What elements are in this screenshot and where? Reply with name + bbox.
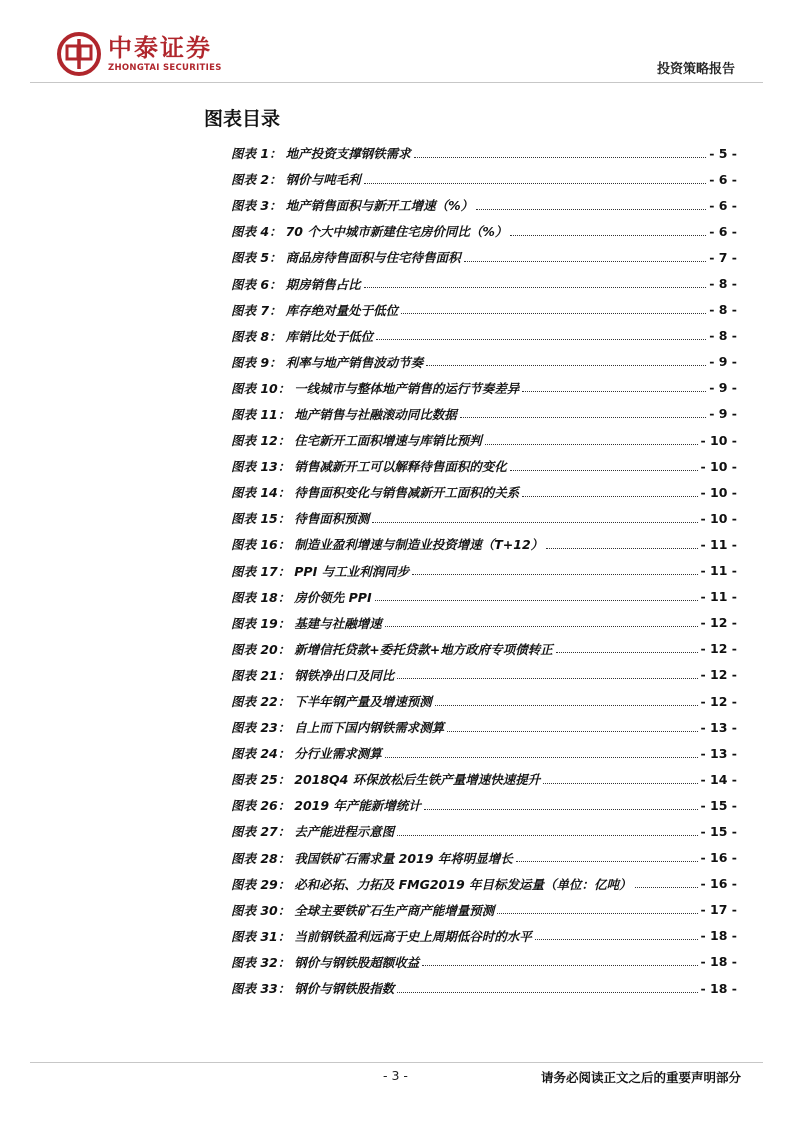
toc-entry-title: 制造业盈利增速与制造业投资增速（T+12）	[294, 537, 544, 553]
toc-entry[interactable]	[231, 766, 737, 792]
toc-entry[interactable]	[231, 558, 737, 584]
toc-entry-page: - 8 -	[709, 328, 737, 344]
toc-entry-leader-dots	[414, 157, 707, 158]
toc-entry-label: 图表 15	[231, 511, 278, 527]
toc-entry-heading	[231, 509, 369, 527]
toc-entry-title: 房价领先 PPI	[294, 589, 372, 605]
toc-entry-leader-dots	[435, 705, 698, 706]
toc-entry-label: 图表 20	[231, 641, 278, 657]
toc-entry-heading	[231, 692, 432, 710]
toc-entry-colon: ：	[277, 876, 291, 892]
toc-entry-leader-dots	[522, 496, 697, 497]
toc-entry-label: 图表 21	[231, 667, 278, 683]
header-divider	[30, 82, 763, 83]
toc-entry-page: - 15 -	[700, 797, 737, 813]
toc-entry-page: - 18 -	[700, 954, 737, 970]
toc-entry-leader-dots	[522, 391, 706, 392]
toc-entry-page: - 13 -	[700, 745, 737, 761]
toc-entry-colon: ：	[277, 928, 291, 944]
toc-entry-title: 全球主要铁矿石生产商产能增量预测	[294, 902, 495, 918]
toc-entry-leader-dots	[635, 887, 698, 888]
toc-entry-heading	[231, 953, 419, 971]
toc-entry-title: 商品房待售面积与住宅待售面积	[285, 250, 461, 266]
toc-entry-label: 图表 12	[231, 433, 278, 449]
toc-entry-heading	[231, 170, 361, 188]
toc-entry[interactable]	[231, 740, 737, 766]
toc-entry-leader-dots	[364, 183, 707, 184]
toc-entry-leader-dots	[375, 600, 698, 601]
toc-entry[interactable]	[231, 375, 737, 401]
toc-entry-heading	[231, 144, 411, 162]
toc-entry-label: 图表 31	[231, 928, 278, 944]
toc-entry-heading	[231, 379, 519, 397]
toc-entry-colon: ：	[269, 250, 282, 266]
toc-entry-leader-dots	[556, 652, 698, 653]
toc-entry[interactable]	[231, 871, 737, 897]
toc-entry[interactable]	[231, 792, 737, 818]
toc-entry-page: - 6 -	[709, 171, 737, 187]
report-type: 投资策略报告	[656, 62, 735, 77]
toc-entry-heading	[231, 744, 382, 762]
toc-entry[interactable]	[231, 923, 737, 949]
toc-entry-heading	[231, 562, 409, 580]
toc-entry-leader-dots	[485, 444, 698, 445]
toc-entry-leader-dots	[401, 313, 706, 314]
toc-entry-page: - 6 -	[709, 223, 737, 239]
toc-entry-heading	[231, 822, 394, 840]
toc-entry-leader-dots	[422, 965, 697, 966]
toc-entry-colon: ：	[277, 746, 291, 762]
toc-entry[interactable]	[231, 479, 737, 505]
toc-entry-colon: ：	[277, 667, 291, 683]
toc-entry-colon: ：	[277, 824, 291, 840]
toc-entry-page: - 13 -	[700, 719, 737, 735]
toc-entry[interactable]	[231, 818, 737, 844]
toc-entry-heading	[231, 301, 398, 319]
toc-entry-colon: ：	[277, 459, 291, 475]
toc-entry-heading	[231, 431, 482, 449]
toc-entry-title: 钢价与钢铁股超额收益	[294, 954, 420, 970]
toc-entry-colon: ：	[277, 694, 291, 710]
toc-entry-label: 图表 1	[231, 146, 270, 162]
toc-entry-leader-dots	[424, 809, 698, 810]
toc-entry-colon: ：	[277, 720, 291, 736]
toc-entry-leader-dots	[364, 287, 707, 288]
toc-entry-colon: ：	[277, 380, 291, 396]
footer-divider	[30, 1062, 763, 1063]
toc-entry[interactable]	[231, 270, 737, 296]
toc-entry-heading	[231, 275, 361, 293]
toc-entry-colon: ：	[277, 485, 291, 501]
toc-entry-colon: ：	[277, 433, 291, 449]
toc-entry-page: - 10 -	[700, 510, 737, 526]
toc-entry-title: 一线城市与整体地产销售的运行节奏差异	[294, 380, 520, 396]
toc-entry-leader-dots	[397, 992, 697, 993]
toc-entry-label: 图表 10	[231, 380, 278, 396]
toc-entry-page: - 9 -	[709, 354, 737, 370]
toc-entry-title: 钢铁净出口及同比	[294, 667, 395, 683]
toc-entry[interactable]	[231, 584, 737, 610]
toc-entry[interactable]	[231, 297, 737, 323]
toc-entry-colon: ：	[269, 198, 282, 214]
toc-entry-colon: ：	[269, 276, 282, 292]
toc-entry-title: 新增信托贷款+委托贷款+地方政府专项债转正	[294, 641, 553, 657]
toc-entry-title: 期房销售占比	[285, 276, 361, 292]
toc-entry-page: - 14 -	[700, 771, 737, 787]
toc-entry-page: - 18 -	[700, 928, 737, 944]
toc-entry-heading	[231, 979, 394, 997]
logo-english-name: ZHONGTAI SECURITIES	[108, 63, 222, 73]
toc-entry-page: - 16 -	[700, 850, 737, 866]
toc-entry-heading	[231, 222, 507, 240]
toc-entry-label: 图表 2	[231, 172, 270, 188]
toc-entry-title: 地产投资支撑钢铁需求	[285, 146, 411, 162]
toc-entry-leader-dots	[464, 261, 707, 262]
disclaimer: 请务必阅读正文之后的重要声明部分	[540, 1070, 741, 1085]
toc-entry-title: 70 个大中城市新建住宅房价同比（%）	[285, 224, 508, 240]
toc-entry-heading	[231, 640, 553, 658]
toc-entry-heading	[231, 666, 394, 684]
toc-entry-colon: ：	[277, 850, 291, 866]
toc-entry-page: - 9 -	[709, 406, 737, 422]
toc-entry-title: 必和必拓、力拓及 FMG2019 年目标发运量（单位：亿吨）	[294, 876, 632, 892]
toc-entry-title: 基建与社融增速	[294, 615, 382, 631]
toc-entry-title: 待售面积变化与销售减新开工面积的关系	[294, 485, 520, 501]
toc-entry-title: 分行业需求测算	[294, 746, 382, 762]
toc-entry-heading	[231, 770, 540, 788]
toc-entry-leader-dots	[385, 757, 698, 758]
toc-entry-title: 去产能进程示意图	[294, 824, 395, 840]
toc-entry-leader-dots	[426, 365, 706, 366]
toc-entry[interactable]	[231, 323, 737, 349]
page-number: - 3 -	[383, 1068, 408, 1083]
toc-entry-colon: ：	[269, 328, 282, 344]
toc-entry-page: - 10 -	[700, 432, 737, 448]
toc-entry-label: 图表 6	[231, 276, 270, 292]
toc-entry-title: 2019 年产能新增统计	[294, 798, 421, 814]
toc-entry-title: PPI 与工业利润同步	[294, 563, 410, 579]
toc-entry-label: 图表 5	[231, 250, 270, 266]
toc-entry-title: 当前钢铁盈利远高于史上周期低谷时的水平	[294, 928, 532, 944]
toc-entry-label: 图表 17	[231, 563, 278, 579]
toc-entry[interactable]	[231, 140, 737, 166]
toc-entry-title: 待售面积预测	[294, 511, 370, 527]
company-logo	[56, 30, 222, 78]
toc-entry[interactable]	[231, 531, 737, 557]
toc-entry-page: - 5 -	[709, 145, 737, 161]
toc-entry-leader-dots	[385, 626, 698, 627]
toc-entry-leader-dots	[543, 783, 697, 784]
toc-entry-page: - 18 -	[700, 980, 737, 996]
toc-entry-page: - 11 -	[700, 563, 737, 579]
figure-toc-list	[231, 140, 737, 1001]
toc-entry-title: 地产销售与社融滚动同比数据	[294, 406, 457, 422]
toc-entry-label: 图表 19	[231, 615, 278, 631]
toc-entry-label: 图表 9	[231, 354, 270, 370]
toc-entry-colon: ：	[277, 537, 291, 553]
toc-entry-title: 2018Q4 环保放松后生铁产量增速快速提升	[294, 772, 541, 788]
toc-entry-colon: ：	[269, 224, 282, 240]
toc-entry-colon: ：	[277, 563, 291, 579]
toc-entry-leader-dots	[510, 470, 698, 471]
toc-entry-page: - 12 -	[700, 693, 737, 709]
toc-entry-colon: ：	[277, 589, 291, 605]
toc-entry-title: 地产销售面积与新开工增速（%）	[285, 198, 474, 214]
toc-entry-colon: ：	[269, 302, 282, 318]
toc-entry-label: 图表 26	[231, 798, 278, 814]
toc-entry-colon: ：	[277, 772, 291, 788]
toc-entry-label: 图表 22	[231, 694, 278, 710]
toc-entry-colon: ：	[277, 954, 291, 970]
toc-entry[interactable]	[231, 610, 737, 636]
toc-entry-page: - 12 -	[700, 641, 737, 657]
toc-entry-title: 销售减新开工可以解释待售面积的变化	[294, 459, 507, 475]
toc-entry-label: 图表 18	[231, 589, 278, 605]
toc-entry[interactable]	[231, 427, 737, 453]
toc-entry-label: 图表 7	[231, 302, 270, 318]
toc-entry-heading	[231, 901, 494, 919]
toc-entry-label: 图表 16	[231, 537, 278, 553]
toc-entry-label: 图表 3	[231, 198, 270, 214]
toc-entry[interactable]	[231, 349, 737, 375]
toc-entry-heading	[231, 927, 532, 945]
toc-entry-label: 图表 27	[231, 824, 278, 840]
toc-entry-colon: ：	[277, 981, 291, 997]
toc-entry[interactable]	[231, 714, 737, 740]
toc-entry-leader-dots	[372, 522, 697, 523]
toc-entry-page: - 11 -	[700, 589, 737, 605]
toc-entry[interactable]	[231, 688, 737, 714]
toc-entry-colon: ：	[277, 641, 291, 657]
toc-entry-heading	[231, 353, 423, 371]
toc-entry-title: 库销比处于低位	[285, 328, 374, 344]
toc-entry[interactable]	[231, 975, 737, 1001]
toc-entry-label: 图表 32	[231, 954, 278, 970]
toc-entry-heading	[231, 796, 421, 814]
toc-entry[interactable]	[231, 244, 737, 270]
toc-entry-page: - 10 -	[700, 484, 737, 500]
toc-entry-heading	[231, 614, 382, 632]
logo-emblem-icon	[56, 31, 102, 77]
toc-entry-leader-dots	[460, 417, 706, 418]
toc-entry-page: - 10 -	[700, 458, 737, 474]
toc-entry-page: - 11 -	[700, 536, 737, 552]
toc-entry-leader-dots	[447, 731, 697, 732]
toc-entry-title: 自上而下国内钢铁需求测算	[294, 720, 445, 736]
toc-entry-leader-dots	[546, 548, 697, 549]
toc-entry-heading	[231, 875, 632, 893]
toc-entry-label: 图表 33	[231, 981, 278, 997]
toc-entry[interactable]	[231, 505, 737, 531]
toc-entry-heading	[231, 196, 473, 214]
toc-entry-label: 图表 30	[231, 902, 278, 918]
toc-entry-label: 图表 24	[231, 746, 278, 762]
toc-entry-page: - 7 -	[709, 249, 737, 265]
toc-entry-leader-dots	[510, 235, 706, 236]
toc-entry[interactable]	[231, 401, 737, 427]
toc-entry-title: 钢价与钢铁股指数	[294, 981, 395, 997]
toc-entry-label: 图表 4	[231, 224, 270, 240]
toc-entry-colon: ：	[277, 406, 291, 422]
toc-entry-label: 图表 23	[231, 720, 278, 736]
toc-entry-page: - 15 -	[700, 823, 737, 839]
toc-entry[interactable]	[231, 949, 737, 975]
toc-entry-title: 利率与地产销售波动节奏	[285, 354, 424, 370]
toc-entry-title: 库存绝对量处于低位	[285, 302, 399, 318]
toc-entry-leader-dots	[376, 339, 706, 340]
toc-entry-page: - 17 -	[700, 902, 737, 918]
toc-entry-page: - 12 -	[700, 667, 737, 683]
toc-entry-colon: ：	[277, 902, 291, 918]
toc-entry-heading	[231, 457, 507, 475]
toc-entry-leader-dots	[516, 861, 698, 862]
toc-entry-page: - 12 -	[700, 615, 737, 631]
toc-entry-label: 图表 25	[231, 772, 278, 788]
toc-entry[interactable]	[231, 662, 737, 688]
toc-entry-colon: ：	[277, 798, 291, 814]
toc-entry-colon: ：	[269, 146, 282, 162]
toc-entry-page: - 6 -	[709, 197, 737, 213]
toc-entry-title: 钢价与吨毛利	[285, 172, 361, 188]
toc-entry-page: - 9 -	[709, 380, 737, 396]
toc-entry-page: - 8 -	[709, 302, 737, 318]
toc-entry-heading	[231, 483, 519, 501]
toc-entry-leader-dots	[497, 913, 697, 914]
toc-entry-heading	[231, 718, 444, 736]
toc-entry[interactable]	[231, 192, 737, 218]
toc-entry[interactable]	[231, 218, 737, 244]
toc-entry[interactable]	[231, 166, 737, 192]
toc-entry-label: 图表 14	[231, 485, 278, 501]
toc-entry-leader-dots	[535, 939, 698, 940]
toc-entry-heading	[231, 327, 373, 345]
toc-entry-heading	[231, 405, 457, 423]
logo-chinese-name: 中泰证券	[108, 34, 212, 62]
toc-entry[interactable]	[231, 636, 737, 662]
toc-entry-colon: ：	[277, 511, 291, 527]
toc-entry-page: - 16 -	[700, 876, 737, 892]
toc-entry[interactable]	[231, 897, 737, 923]
toc-entry-title: 我国铁矿石需求量 2019 年将明显增长	[294, 850, 513, 866]
toc-entry[interactable]	[231, 453, 737, 479]
toc-entry-heading	[231, 588, 372, 606]
toc-entry-label: 图表 28	[231, 850, 278, 866]
toc-entry-heading	[231, 849, 513, 867]
toc-entry-heading	[231, 248, 461, 266]
toc-entry-leader-dots	[397, 835, 697, 836]
toc-entry-leader-dots	[412, 574, 697, 575]
toc-entry-label: 图表 13	[231, 459, 278, 475]
toc-title: 图表目录	[204, 108, 281, 130]
toc-entry-title: 下半年钢产量及增速预测	[294, 694, 432, 710]
toc-entry[interactable]	[231, 845, 737, 871]
toc-entry-colon: ：	[269, 354, 282, 370]
toc-entry-colon: ：	[277, 615, 291, 631]
toc-entry-label: 图表 11	[231, 406, 278, 422]
toc-entry-leader-dots	[476, 209, 706, 210]
toc-entry-leader-dots	[397, 678, 697, 679]
toc-entry-page: - 8 -	[709, 276, 737, 292]
toc-entry-title: 住宅新开工面积增速与库销比预判	[294, 433, 482, 449]
toc-entry-label: 图表 29	[231, 876, 278, 892]
toc-entry-colon: ：	[269, 172, 282, 188]
toc-entry-label: 图表 8	[231, 328, 270, 344]
toc-entry-heading	[231, 535, 543, 553]
